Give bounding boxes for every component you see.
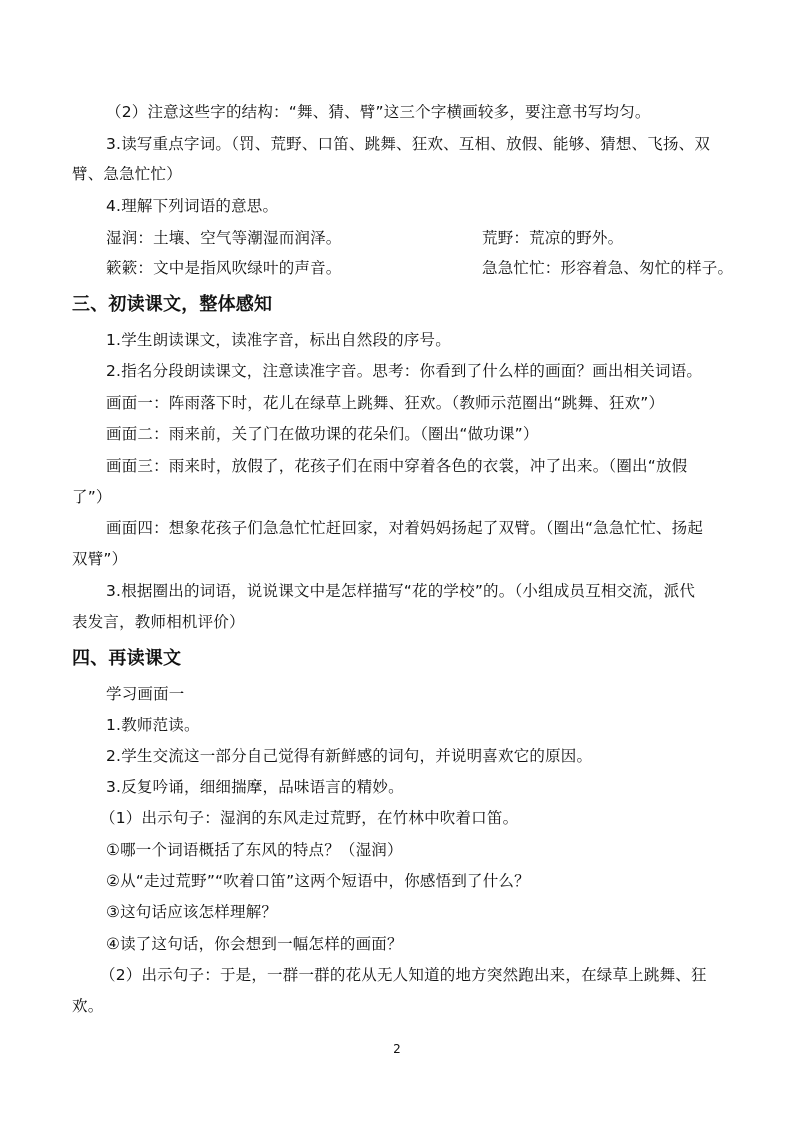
paragraph-line: 3.读写重点字词。（罚、荒野、口笛、跳舞、狂欢、互相、放假、能够、猜想、飞扬、双 <box>106 135 711 153</box>
paragraph-line: 画面四：想象花孩子们急急忙忙赶回家，对着妈妈扬起了双臂。（圈出“急急忙忙、扬起 <box>106 519 704 537</box>
definition-row <box>106 258 794 278</box>
definition-term: 荒野：荒凉的野外。 <box>482 229 624 247</box>
paragraph-line: 2.指名分段朗读课文，注意读准字音。思考：你看到了什么样的画面？画出相关词语。 <box>106 362 703 380</box>
paragraph-line: 4.理解下列词语的意思。 <box>106 197 279 215</box>
paragraph-line: 欢。 <box>72 997 104 1015</box>
paragraph-line: 学习画面一 <box>106 685 185 703</box>
definition-row <box>106 228 794 248</box>
paragraph-line: 3.反复吟诵，细细揣摩，品味语言的精妙。 <box>106 778 404 796</box>
paragraph-line: ④读了这句话，你会想到一幅怎样的画面？ <box>106 935 403 953</box>
paragraph-line: 1.学生朗读课文，读准字音，标出自然段的序号。 <box>106 331 451 349</box>
paragraph-line: 画面一：阵雨落下时，花儿在绿草上跳舞、狂欢。（教师示范圈出“跳舞、狂欢”） <box>106 394 665 412</box>
section-heading: 四、再读课文 <box>72 648 182 669</box>
paragraph-line: 1.教师范读。 <box>106 716 200 734</box>
paragraph-line: 双臂”） <box>72 550 128 568</box>
page-number: 2 <box>393 1042 401 1056</box>
section-heading: 三、初读课文，整体感知 <box>72 294 273 315</box>
paragraph-line: 3.根据圈出的词语，说说课文中是怎样描写“花的学校”的。（小组成员互相交流，派代 <box>106 582 696 600</box>
definition-term: 急急忙忙：形容着急、匆忙的样子。 <box>482 259 734 277</box>
paragraph-line: ①哪一个词语概括了东风的特点？（湿润） <box>106 841 403 859</box>
paragraph-line: ②从“走过荒野”“吹着口笛”这两个短语中，你感悟到了什么？ <box>106 872 530 890</box>
paragraph-line: ③这句话应该怎样理解？ <box>106 903 278 921</box>
paragraph-line: 臂、急急忙忙） <box>72 165 182 183</box>
paragraph-line: （1）出示句子：湿润的东风走过荒野，在竹林中吹着口笛。 <box>100 809 519 827</box>
paragraph-line: （2）注意这些字的结构：“舞、猜、臂”这三个字横画较多，要注意书写均匀。 <box>106 103 651 121</box>
paragraph-line: 了”） <box>72 488 112 506</box>
definition-term: 簌簌：文中是指风吹绿叶的声音。 <box>106 259 342 277</box>
paragraph-line: 表发言，教师相机评价） <box>72 613 245 631</box>
paragraph-line: 画面二：雨来前，关了门在做功课的花朵们。（圈出“做功课”） <box>106 425 539 443</box>
paragraph-line: （2）出示句子：于是，一群一群的花从无人知道的地方突然跑出来，在绿草上跳舞、狂 <box>100 966 707 984</box>
paragraph-line: 2.学生交流这一部分自己觉得有新鲜感的词句，并说明喜欢它的原因。 <box>106 747 593 765</box>
paragraph-line: 画面三：雨来时，放假了，花孩子们在雨中穿着各色的衣裳，冲了出来。（圈出“放假 <box>106 457 688 475</box>
definition-term: 湿润：土壤、空气等潮湿而润泽。 <box>106 229 342 247</box>
